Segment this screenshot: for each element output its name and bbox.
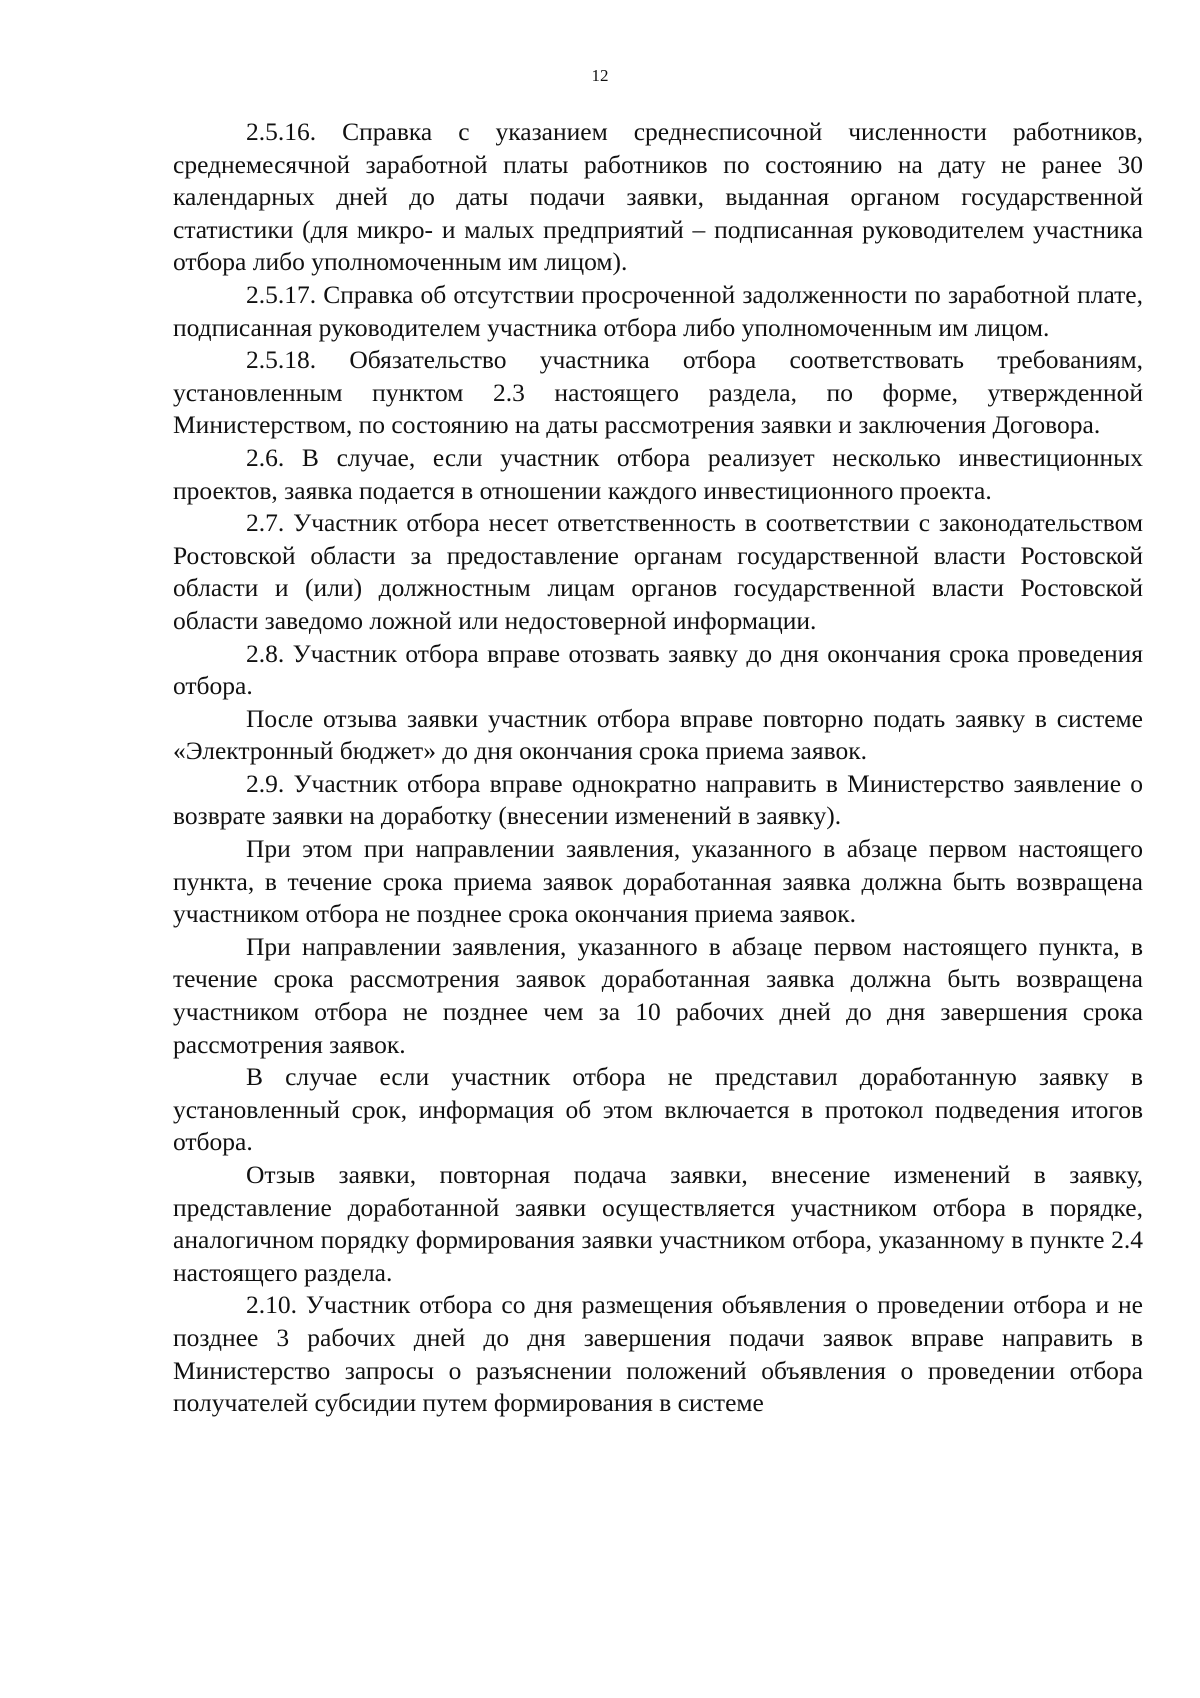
paragraph-2-5-16: 2.5.16. Справка с указанием среднесписочной численности работников, среднемесячной заработной платы работников по состоянию на дату не ранее 30 календарных дней до даты подачи заявки, выданная органом государственной статистики (для микро- и малых предприятий – подписанная руководителем участника отбора либо уполномоченным им лицом). [173, 117, 1143, 277]
paragraph-2-6: 2.6. В случае, если участник отбора реализует несколько инвестиционных проектов, заявка подается в отношении каждого инвестиционного проекта. [173, 442, 1143, 505]
paragraph-2-8-resubmit: После отзыва заявки участник отбора вправе повторно подать заявку в системе «Электронный бюджет» до дня окончания срока приема заявок. [173, 703, 1143, 766]
paragraph-2-9-not-submitted: В случае если участник отбора не представил доработанную заявку в установленный срок, информация об этом включается в протокол подведения итогов отбора. [173, 1062, 1143, 1157]
document-body [173, 116, 1143, 1420]
paragraph-2-9: 2.9. Участник отбора вправе однократно направить в Министерство заявление о возврате заявки на доработку (внесении изменений в заявку). [173, 768, 1143, 831]
paragraph-2-5-17: 2.5.17. Справка об отсутствии просроченной задолженности по заработной плате, подписанная руководителем участника отбора либо уполномоченным им лицом. [173, 279, 1143, 342]
paragraph-2-5-18: 2.5.18. Обязательство участника отбора соответствовать требованиям, установленным пунктом 2.3 настоящего раздела, по форме, утвержденной Министерством, по состоянию на даты рассмотрения заявки и заключения Договора. [173, 345, 1143, 440]
paragraph-2-9-procedure: Отзыв заявки, повторная подача заявки, внесение изменений в заявку, представление доработанной заявки осуществляется участником отбора в порядке, аналогичном порядку формирования заявки участником отбора, указанному в пункте 2.4 настоящего раздела. [173, 1160, 1143, 1287]
paragraph-2-8: 2.8. Участник отбора вправе отозвать заявку до дня окончания срока проведения отбора. [173, 638, 1143, 701]
paragraph-2-9-acceptance-period: При этом при направлении заявления, указанного в абзаце первом настоящего пункта, в течение срока приема заявок доработанная заявка должна быть возвращена участником отбора не позднее срока окончания приема заявок. [173, 834, 1143, 929]
page-number: 12 [591, 66, 609, 85]
paragraph-2-9-review-period: При направлении заявления, указанного в абзаце первом настоящего пункта, в течение срока рассмотрения заявок доработанная заявка должна быть возвращена участником отбора не позднее чем за 10 рабочих дней до дня завершения срока рассмотрения заявок. [173, 931, 1143, 1059]
paragraph-2-7: 2.7. Участник отбора несет ответственность в соответствии с законодательством Ростовской области за предоставление органам государственной власти Ростовской области и (или) должностным лицам органов государственной власти Ростовской области заведомо ложной или недостоверной информации. [173, 508, 1143, 635]
paragraph-2-10: 2.10. Участник отбора со дня размещения объявления о проведении отбора и не позднее 3 рабочих дней до дня завершения подачи заявок вправе направить в Министерство запросы о разъяснении положений объявления о проведении отбора получателей субсидии путем формирования в системе [173, 1290, 1143, 1418]
